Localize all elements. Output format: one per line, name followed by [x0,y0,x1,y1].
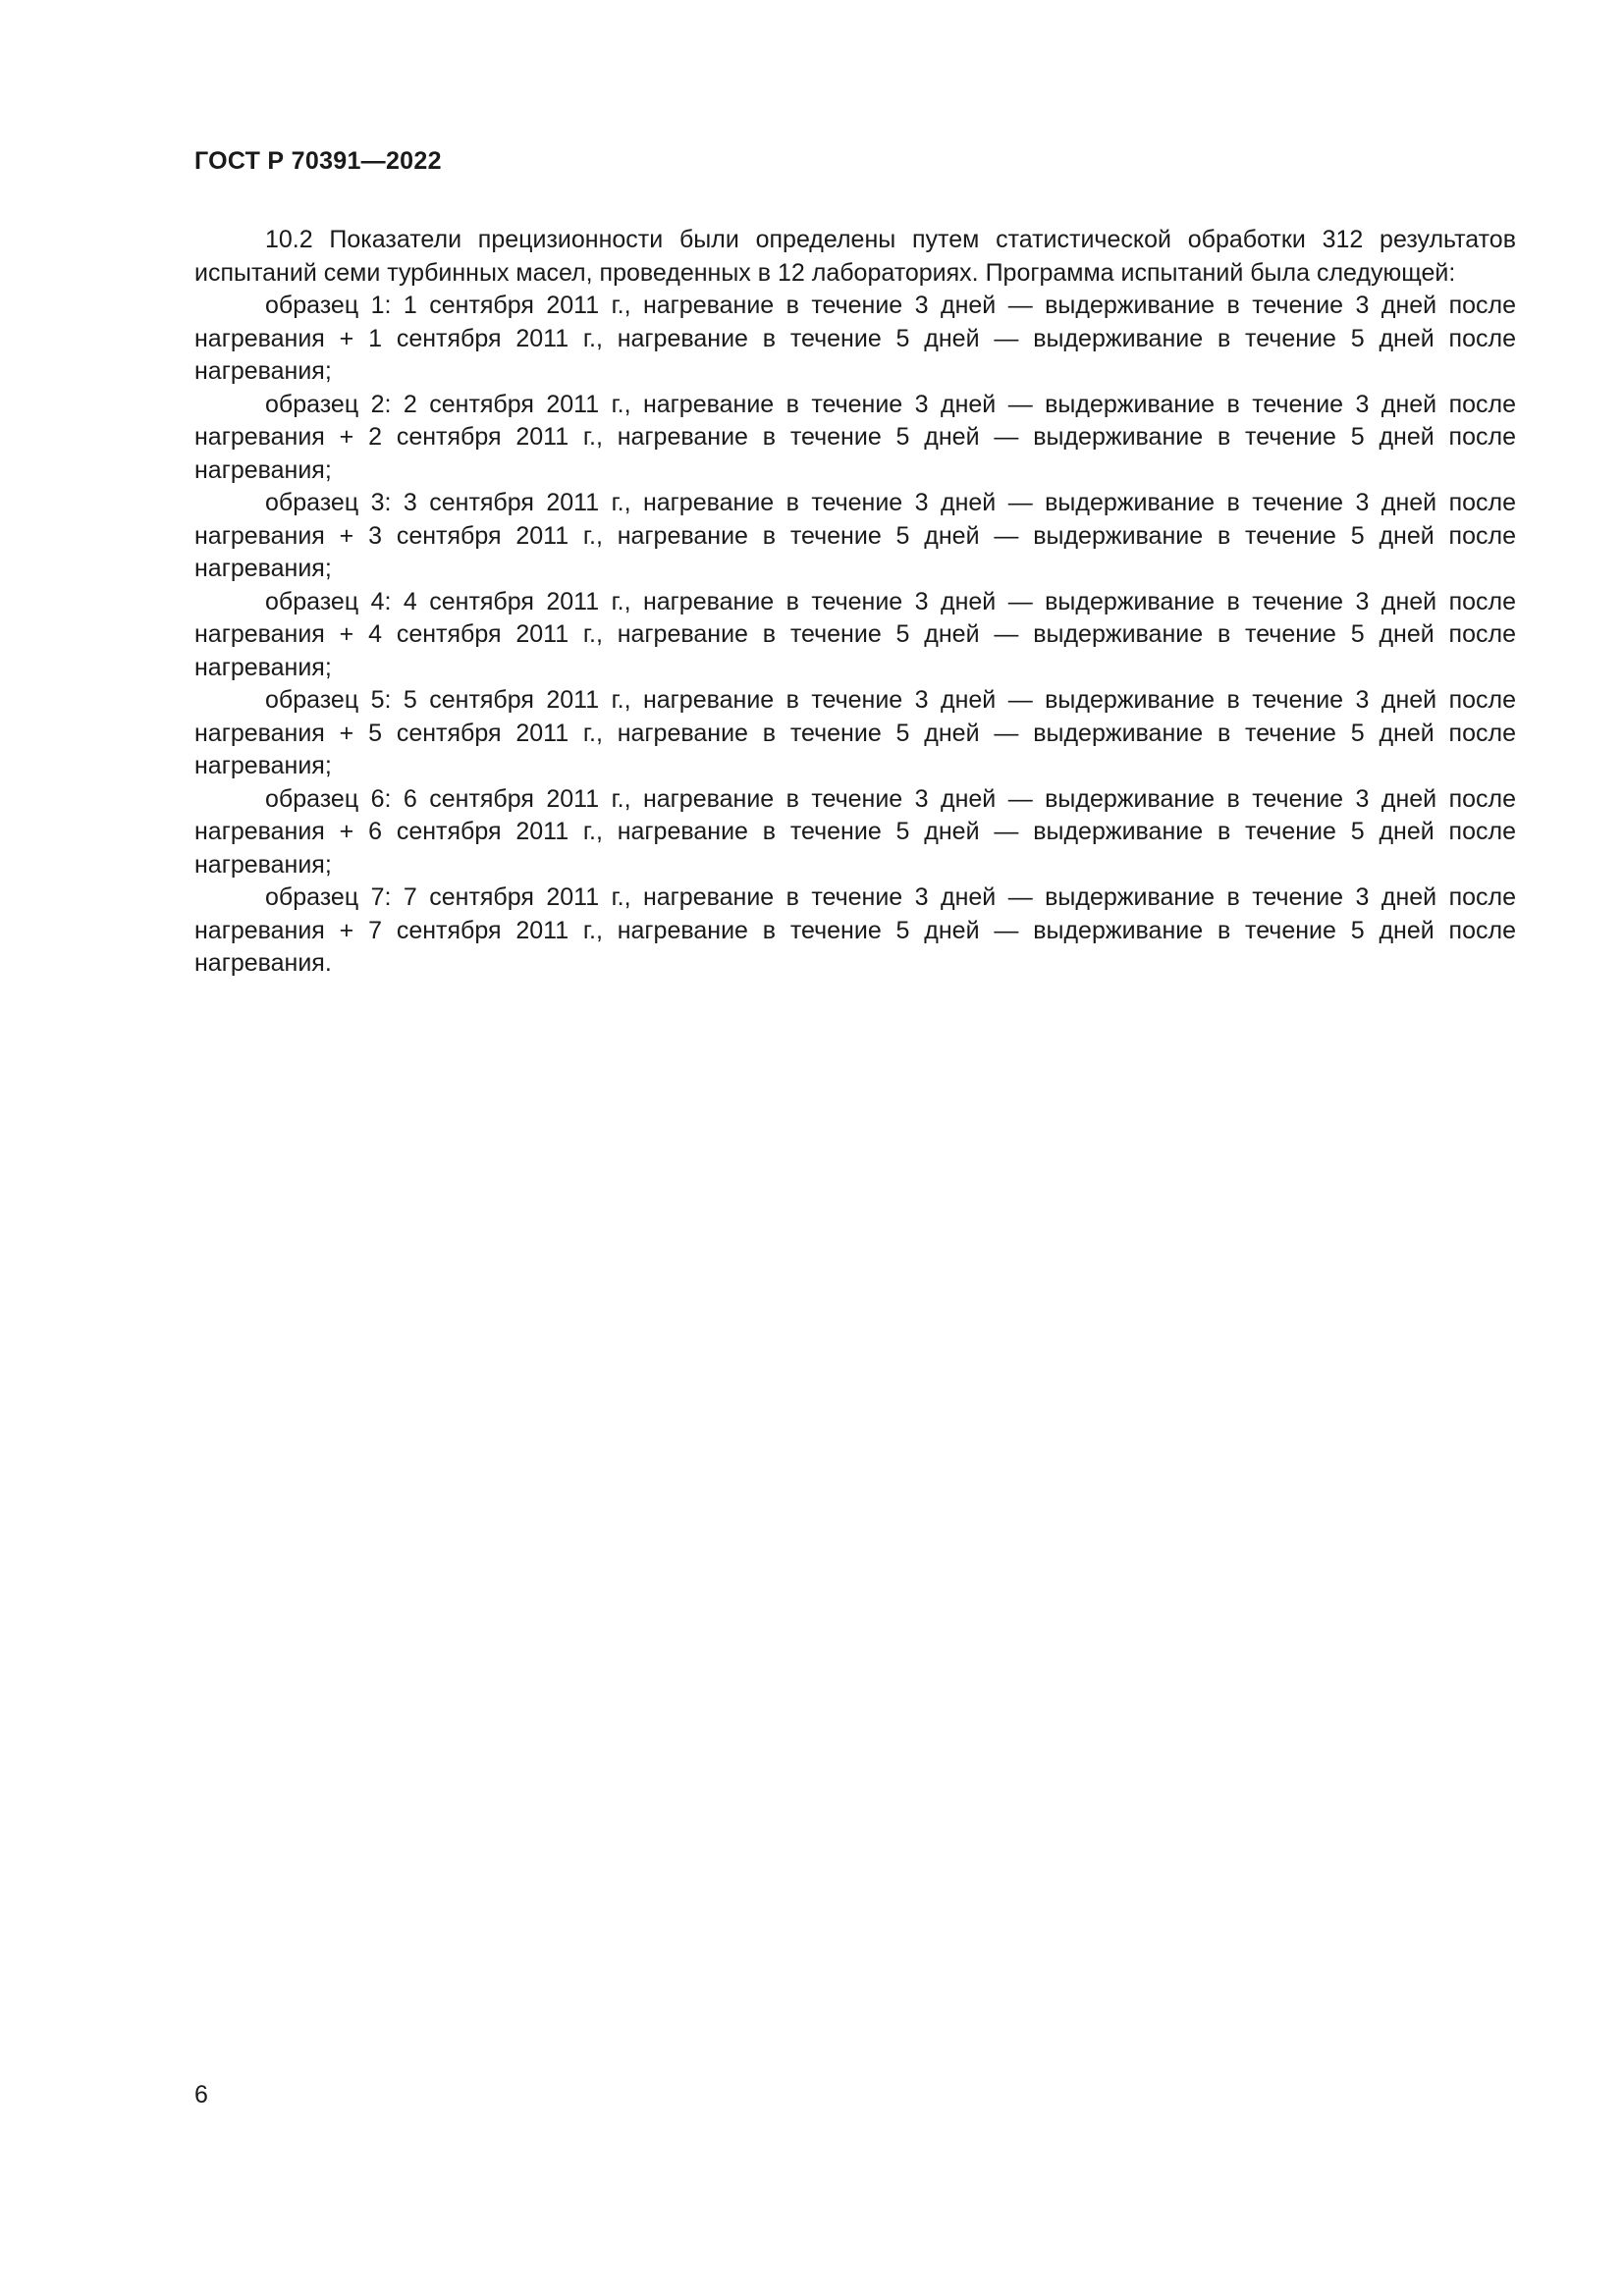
document-header: ГОСТ Р 70391—2022 [194,147,442,175]
paragraph-sample-5: образец 5: 5 сентября 2011 г., нагревание в течение 3 дней — выдерживание в течение 3 дней после нагревания + 5 сентября 2011 г., нагревание в течение 5 дней — выдерживание в течение 5 дней после нагревания; [194,686,1516,779]
page-number: 6 [194,2081,208,2109]
paragraph-sample-3: образец 3: 3 сентября 2011 г., нагревание в течение 3 дней — выдерживание в течение 3 дней после нагревания + 3 сентября 2011 г., нагревание в течение 5 дней — выдерживание в течение 5 дней после нагревания; [194,489,1516,582]
paragraph-sample-2: образец 2: 2 сентября 2011 г., нагревание в течение 3 дней — выдерживание в течение 3 дней после нагревания + 2 сентября 2011 г., нагревание в течение 5 дней — выдерживание в течение 5 дней после нагревания; [194,390,1516,484]
paragraph-sample-1: образец 1: 1 сентября 2011 г., нагревание в течение 3 дней — выдерживание в течение 3 дней после нагревания + 1 сентября 2011 г., нагревание в течение 5 дней — выдерживание в течение 5 дней после нагревания; [194,292,1516,385]
paragraph-intro: 10.2 Показатели прецизионности были определены путем статистической обработки 312 результатов испытаний семи турбинных масел, проведенных в 12 лабораториях. Программа испытаний была следующей: [194,226,1516,287]
paragraph-sample-6: образец 6: 6 сентября 2011 г., нагревание в течение 3 дней — выдерживание в течение 3 дней после нагревания + 6 сентября 2011 г., нагревание в течение 5 дней — выдерживание в течение 5 дней после нагревания; [194,784,1516,879]
document-body [194,224,1516,981]
paragraph-sample-7: образец 7: 7 сентября 2011 г., нагревание в течение 3 дней — выдерживание в течение 3 дней после нагревания + 7 сентября 2011 г., нагревание в течение 5 дней — выдерживание в течение 5 дней после нагревания. [194,883,1516,977]
paragraph-sample-4: образец 4: 4 сентября 2011 г., нагревание в течение 3 дней — выдерживание в течение 3 дней после нагревания + 4 сентября 2011 г., нагревание в течение 5 дней — выдерживание в течение 5 дней после нагревания; [194,587,1516,681]
